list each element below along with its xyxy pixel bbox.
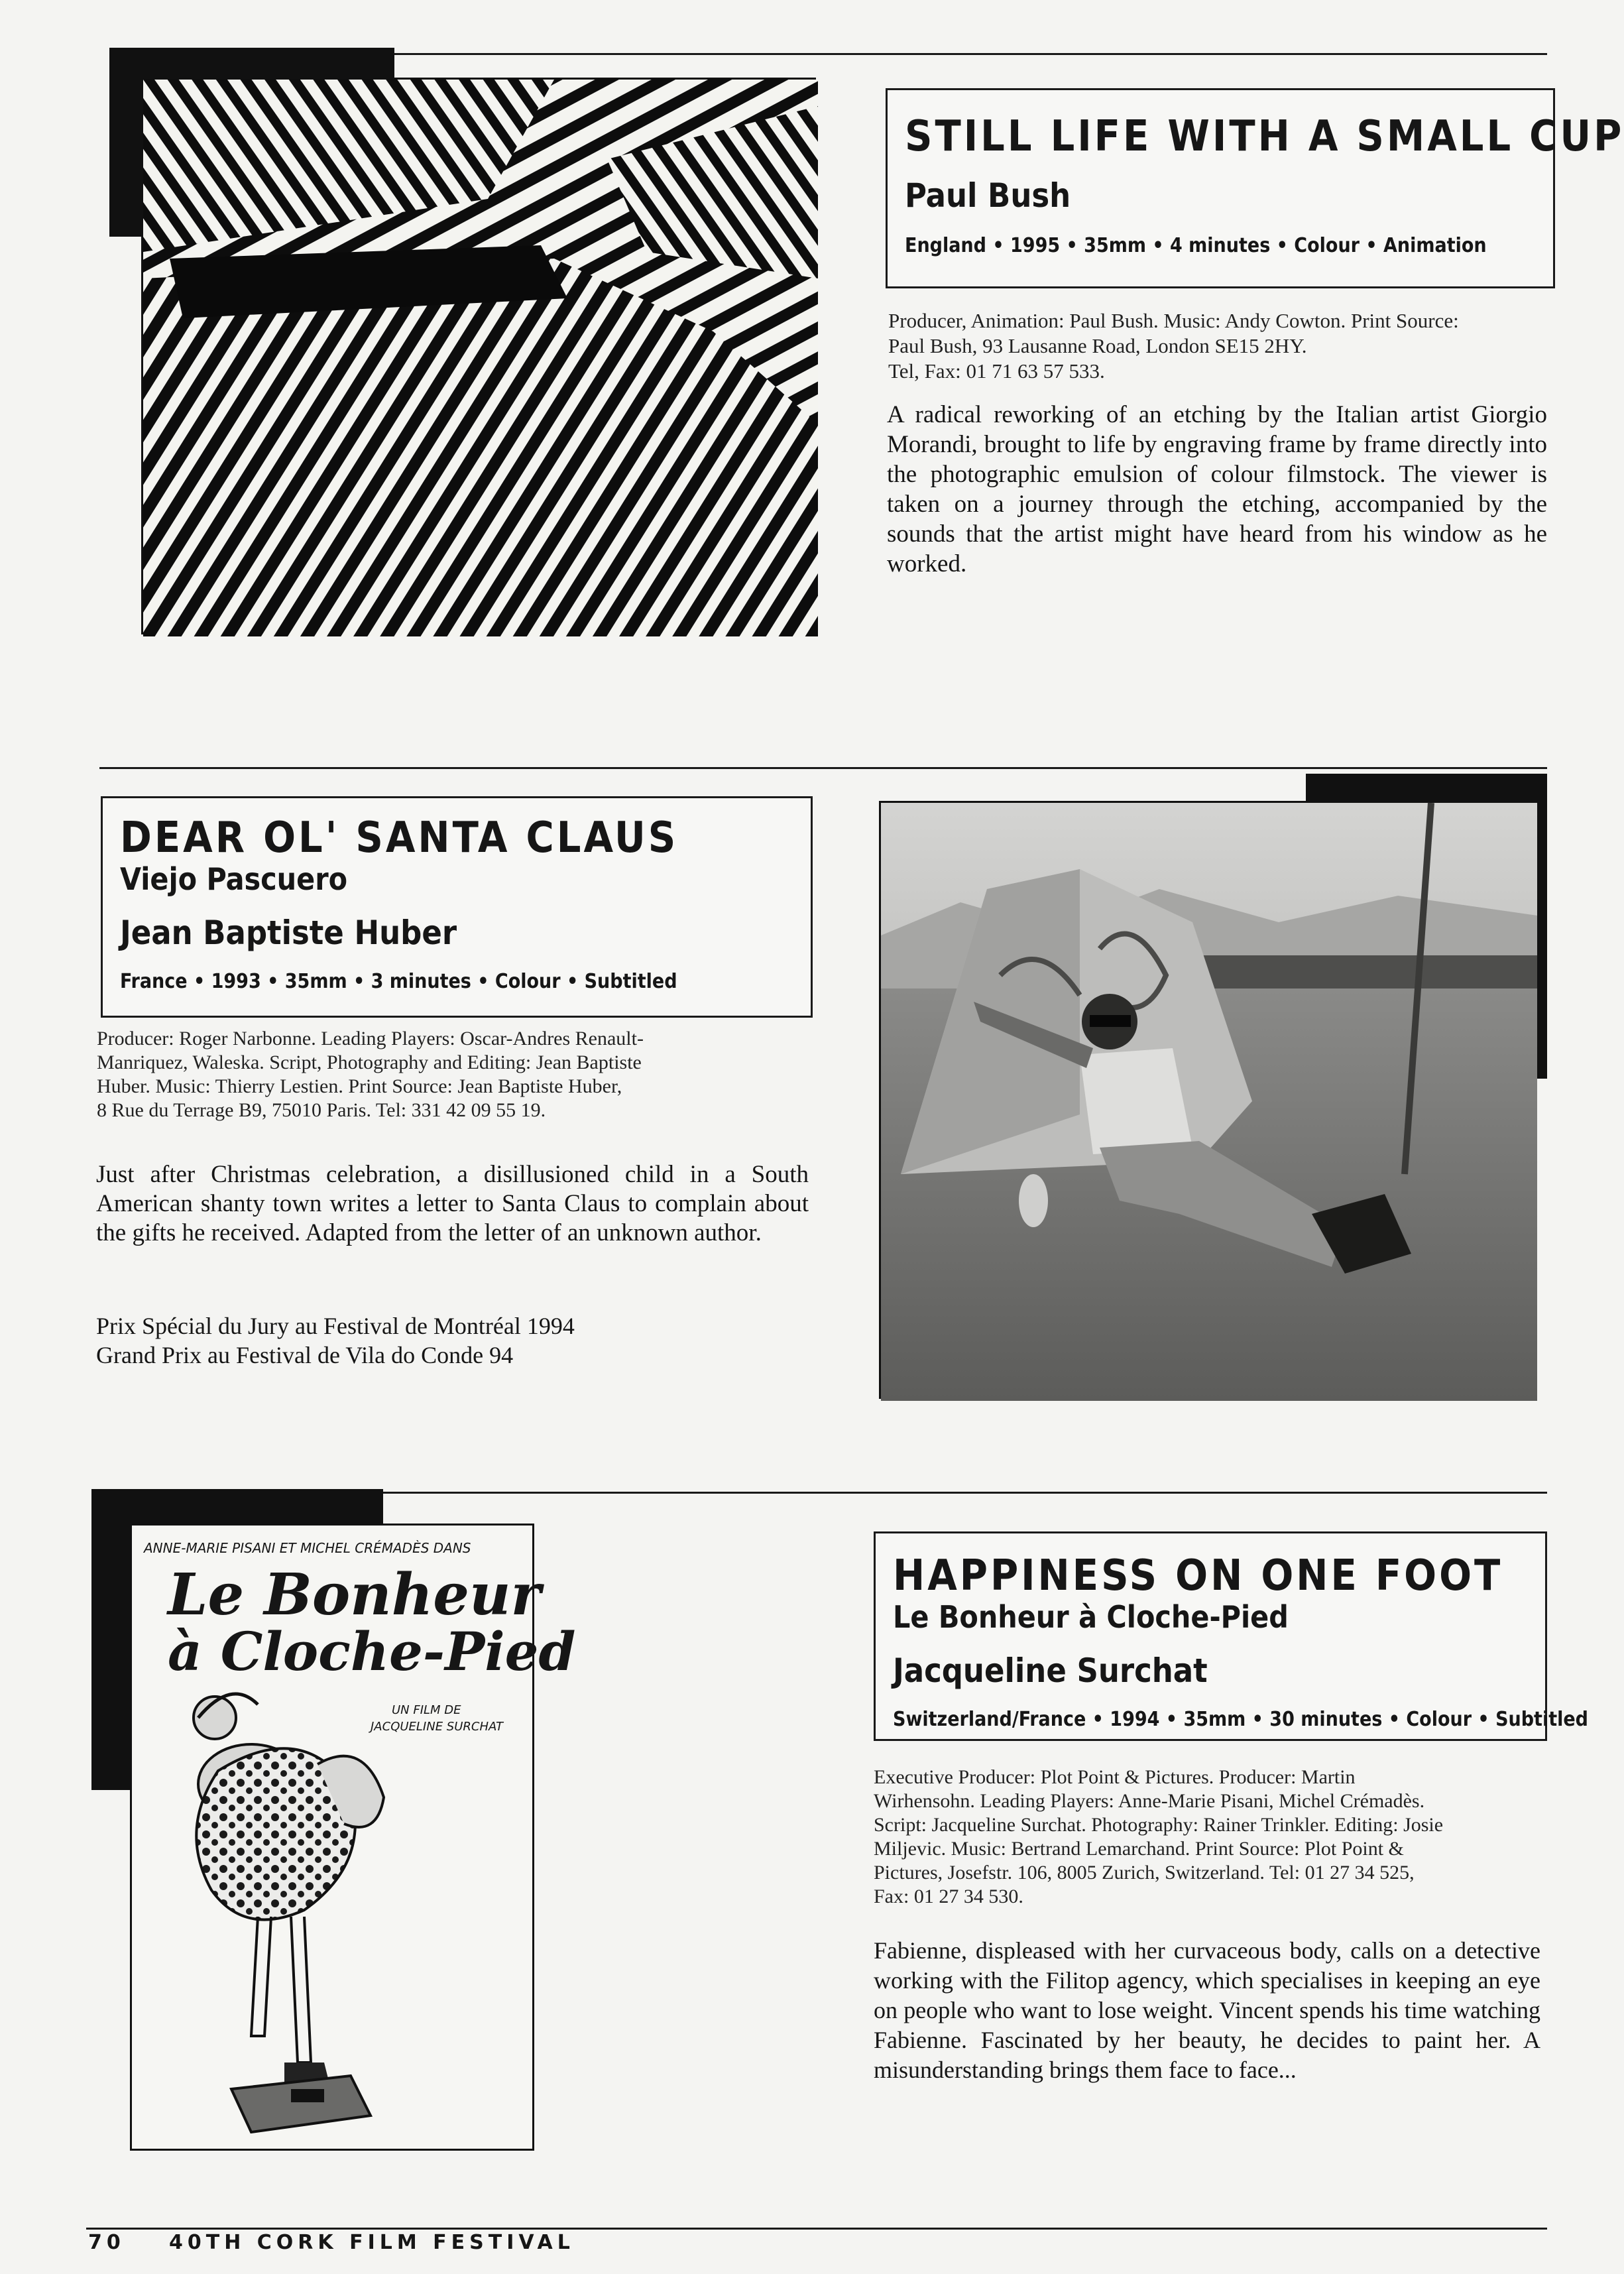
poster-credit-1: UN FILM DE — [392, 1703, 461, 1717]
synopsis-santa: Just after Christmas celebration, a disillusioned child in a South American shanty town writes a letter to Santa Claus to complain about the gifts he received. Adapted from the letter of an unknown author. — [96, 1161, 809, 1246]
director-name: Jean Baptiste Huber — [120, 914, 457, 953]
poster-top-line: ANNE-MARIE PISANI ET MICHEL CRÉMADÈS DANS — [144, 1540, 471, 1556]
title-box-santa — [101, 796, 813, 1018]
etching-image — [143, 80, 818, 636]
original-title: Viejo Pascuero — [120, 861, 348, 897]
poster-title-2: à Cloche-Pied — [168, 1620, 576, 1683]
festival-name: 40TH CORK FILM FESTIVAL — [169, 2231, 575, 2254]
credits-happiness: Executive Producer: Plot Point & Pictures. Producer: Martin Wirhensohn. Leading Players: Anne-Marie Pisani, Michel Crémadès. Script: Jacqueline Surchat. Photography: Rainer Trinkler. Editing: Josie Miljevic. Music: Bertrand Lemarchand. Print Source: Plot Point & Pictures, Josefstr. 106, 8005 Zurich, Switzerland. Tel: 01 27 34 525, Fax: 01 27 34 530. — [874, 1766, 1444, 1907]
film-title: HAPPINESS ON ONE FOOT — [893, 1551, 1503, 1600]
synopsis-still-life: A radical reworking of an etching by the Italian artist Giorgio Morandi, brought to life by engraving frame by frame directly into the photographic emulsion of colour filmstock. The viewer is taken on a journey through the etching, accompanied by the sounds that the artist might have heard from his window as he worked. — [887, 401, 1547, 577]
film-still-child — [879, 801, 1535, 1399]
film-title: DEAR OL' SANTA CLAUS — [120, 813, 679, 863]
film-poster — [130, 1524, 576, 2151]
section-rule — [99, 767, 1547, 769]
film-meta: England • 1995 • 35mm • 4 minutes • Colour • Animation — [905, 234, 1487, 257]
title-box-happiness — [874, 1531, 1588, 1741]
poster-title-1: Le Bonheur — [168, 1561, 541, 1628]
director-name: Paul Bush — [905, 176, 1071, 215]
poster-illustration — [132, 1691, 536, 2149]
synopsis-happiness: Fabienne, displeased with her curvaceous body, calls on a detective working with the Filitop agency, which specialises in keeping an eye on people who want to lose weight. Vincent spends his time watching Fabienne. Fascinated by her beauty, he decides to paint her. A misunderstanding brings them face to face... — [874, 1937, 1540, 2083]
footer-rule — [86, 2228, 1547, 2230]
credits-santa: Producer: Roger Narbonne. Leading Players: Oscar-Andres Renault- Manriquez, Waleska. Script, Photography and Editing: Jean Baptiste Huber. Music: Thierry Lestien. Print Source: Jean Baptiste Huber, 8 Rue du Terrage B9, 75010 Paris. Tel: 331 42 09 55 19. — [97, 1028, 644, 1121]
page-number: 70 — [88, 2231, 125, 2254]
poster-credit-2: JACQUELINE SURCHAT — [371, 1720, 504, 1734]
title-box-still-life — [886, 88, 1624, 288]
awards-santa: Prix Spécial du Jury au Festival de Montréal 1994 Grand Prix au Festival de Vila do Conde 94 — [96, 1313, 575, 1368]
original-title: Le Bonheur à Cloche-Pied — [893, 1599, 1289, 1635]
child-photo-image — [881, 803, 1537, 1401]
film-meta: Switzerland/France • 1994 • 35mm • 30 minutes • Colour • Subtitled — [893, 1708, 1588, 1732]
film-meta: France • 1993 • 35mm • 3 minutes • Colour • Subtitled — [120, 970, 677, 994]
film-title: STILL LIFE WITH A SMALL CUP — [905, 112, 1624, 161]
director-name: Jacqueline Surchat — [893, 1651, 1208, 1691]
credits-still-life: Producer, Animation: Paul Bush. Music: Andy Cowton. Print Source: Paul Bush, 93 Lausanne Road, London SE15 2HY. Tel, Fax: 01 71 63 57 533. — [888, 309, 1459, 383]
film-still-etching — [141, 78, 816, 634]
